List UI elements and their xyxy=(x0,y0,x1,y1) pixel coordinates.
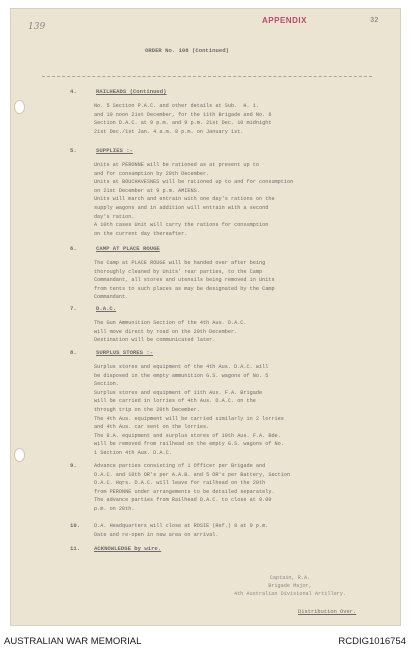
section-number: 4. xyxy=(70,88,77,95)
appendix-stamp: APPENDIX xyxy=(262,16,307,25)
punch-hole xyxy=(14,100,25,114)
footer-record-id: RCDIG1016754 xyxy=(338,636,406,647)
document-page xyxy=(10,8,401,626)
section-number: 9. xyxy=(70,462,77,469)
punch-hole xyxy=(14,448,25,462)
section-title: SUPPLIES :- xyxy=(96,147,133,154)
document-header: ORDER No. 108 (Continued) xyxy=(145,47,229,54)
page-number: 32 xyxy=(370,17,379,25)
section-body: No. 5 Section P.A.C. and other details at Sub. H. 1. and 10 noon 21st December, for the 11th Brigade and No. 6 Section D.A.C. at 9 p.m. and 9 p.m. 21st Dec. 10 midnight 21st Dec./1st Jan. 4 a.m. 8 p.m. on January 1st. xyxy=(94,103,272,135)
section-number: 11. xyxy=(70,545,81,552)
section-title: ACKNOWLEDGE by wire. xyxy=(94,545,162,552)
section-body: Units at PERONNE will be rationed as at present up to and for consumption by 20th December. Units at BOUCHAVESNES will be rationed up to and for consumption on 21st December at 9 p.m. AMIENS. Units will march and entrain with one day's rations on the supply wagons and in addition will entrain with a second day's ration. A 10th cases Unit will carry the rations for consumption on the current day thereafter. xyxy=(94,162,294,237)
signature-block: Captain, R.A. Brigade Major, 4th Australian Divisional Artillery. xyxy=(233,575,347,597)
separator xyxy=(42,76,372,77)
margin-number: 139 xyxy=(28,22,46,32)
section-number: 8. xyxy=(70,349,77,356)
section-number: 5. xyxy=(70,147,77,154)
section-number: 10. xyxy=(70,522,81,529)
section-title: RAILHEADS (Continued) xyxy=(96,88,167,95)
section-number: 6. xyxy=(70,245,77,252)
section-body: The Camp at PLACE ROUGE will be handed over after being thoroughly cleaned by Units' rear parties, to the Camp Commandant, all stores and utensils being removed in Units from tents to such places as may be designated by the Camp Commandant. xyxy=(94,260,275,301)
section-title: SURPLUS STORES :- xyxy=(96,349,154,356)
section-body: Surplus stores and equipment of the 4th Aus. D.A.C. will be disposed in the empty ammunition G.S. wagons of No. 5 Section. Surplus stores and equipment of 11th Aus. F.A. Brigade will be carried in lorries of 4th Aus. D.A.C. on the through trip on the 20th December. The 4th Aus. equipment will be carried similarly in 2 lorries and 4th Aus. car sent on the lorries. The 8.A. equipment and surplus stores of 10th Aus. F.A. Bde. will be removed from railhead on the empty G.S. wagons of No. 1 Section 4th Aus. D.A.C. xyxy=(94,364,284,456)
section-number: 7. xyxy=(70,305,77,312)
section-body: The Gun Ammunition Section of the 4th Aus. D.A.C. will move direct by road on the 20th December. Destination will be communicated later. xyxy=(94,320,247,344)
section-body: Advance parties consisting of 1 Officer per Brigade and D.A.C. and 10th OR's per A.A.B. and 5 OR's per Battery, Section D.A.C. Hqrs. D.A.C. will leave for railhead on the 20th from PERONNE under arrangements to be detailed separately. The advance parties from Railhead D.A.C. to close at 9.00 p.m. on 20th. xyxy=(94,463,291,512)
section-title: D.A.C. xyxy=(96,305,117,312)
footer-archive-name: AUSTRALIAN WAR MEMORIAL xyxy=(4,636,142,647)
section-title: CAMP AT PLACE ROUGE xyxy=(96,245,160,252)
distribution-note: Distribution Over. xyxy=(298,609,357,615)
section-body: D.A. Headquarters will close at ROSIE (Ref.) 8 at 9 p.m. Date and re-open in new area on arrival. xyxy=(94,523,269,538)
